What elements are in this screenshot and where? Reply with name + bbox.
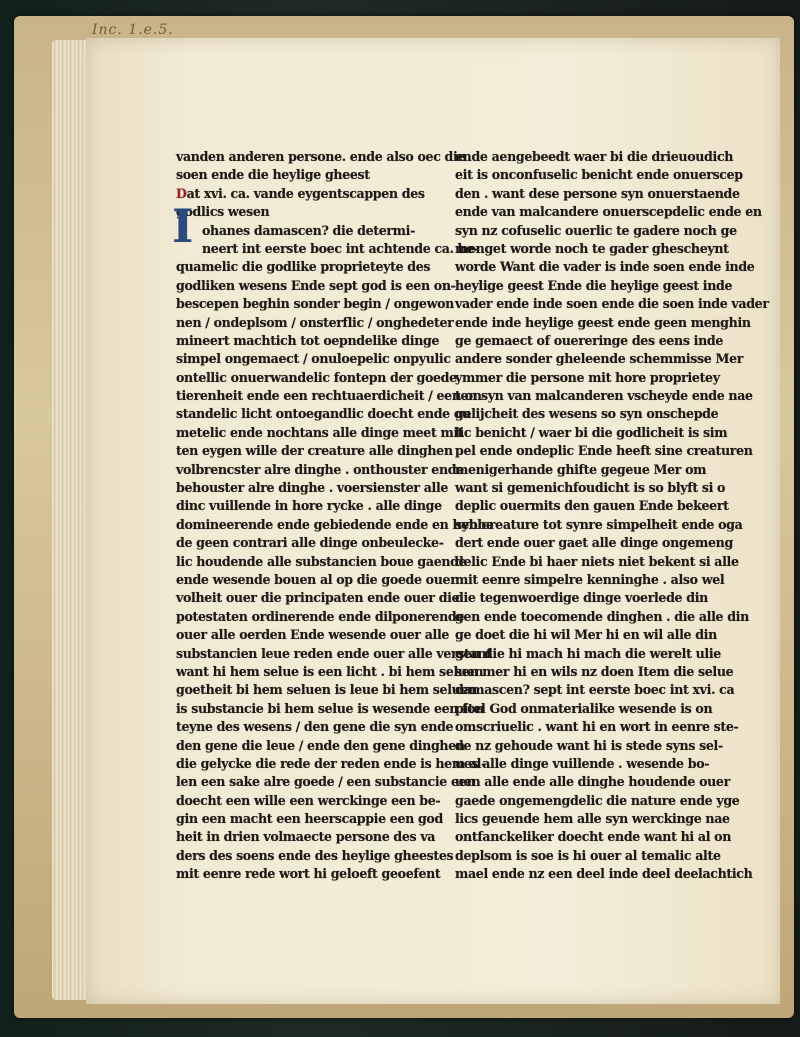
text-line: volheit ouer die principaten ende ouer die [176,590,460,606]
text-line: vader ende inde soen ende die soen inde vader [455,296,769,312]
text-line: behouster alre dinghe . voersienster alle [176,480,449,496]
text-line: syn creature tot synre simpelheit ende oga [455,516,743,532]
text-line: vanden anderen persone. ende also oec die [176,149,466,164]
text-line: ge gemaect of ouereringe des eens inde [455,332,723,348]
text-line: die gelycke die rede der reden ende is hem al- [176,755,486,771]
text-line: bescepen beghin sonder begin / ongewon [176,296,454,312]
text-line: worde Want die vader is inde soen ende inde [455,259,755,275]
text-line: goetheit bi hem seluen is leue bi hem seluen [176,682,477,698]
text-line: dert ende ouer gaet alle dinge ongemeng [455,535,733,551]
text-line: andere sonder gheleende schemmisse Mer [455,351,744,367]
text-line: ende wesende bouen al op die goede ouer [176,571,457,587]
text-line: delic Ende bi haer niets niet bekent si alle [455,553,739,569]
text-line: de geen contrari alle dinge onbeulecke- [176,535,444,551]
text-line: tierenheit ende een rechtuaerdicheit / een on- [176,388,487,404]
text-line: gen die hi mach hi mach die werelt ulie [455,645,721,661]
text-line: quamelic die godlike proprieteyte des [176,259,431,275]
text-line: ontellic onuerwandelic fontepn der goede [176,369,457,385]
text-line: standelic licht ontoegandlic doecht ende ou [176,406,471,422]
text-line: substancien leue reden ende ouer alle verstant [176,645,492,661]
text-line: is substancie bi hem selue is wesende een fon [176,700,485,716]
text-line: ten eygen wille der creature alle dinghen [176,443,453,459]
text-line: simpel ongemaect / onuloepelic onpyulic [176,351,451,367]
decorated-initial: I [172,199,194,253]
text-line: gen ende toecomende dinghen . die alle din [455,608,749,624]
text-line: godlics wesen [176,204,270,220]
text-line: metelic ende nochtans alle dinge meet mit [176,424,464,440]
text-line: menget worde noch te gader ghescheynt [455,240,729,256]
right-column [455,148,769,884]
text-line: damascen? sept int eerste boec int xvi. ca [455,682,735,698]
text-line: deplic ouermits den gauen Ende bekeert [455,498,729,514]
text-line: dinc vuillende in hore rycke . alle dinge [176,498,442,514]
text-line: ymmer die persone mit hore proprietey [455,369,720,385]
text-line: omscriuelic . want hi en wort in eenre ste- [455,719,739,735]
text-line: nen / ondeplsom / onsterflic / onghedeter [176,314,454,330]
text-line: neert int eerste boec int achtende ca. be- [202,240,479,256]
text-line: lic benicht / waer bi die godlicheit is sim [455,424,728,440]
text-line: ten syn van malcanderen vscheyde ende nae [455,388,753,404]
text-line: domineerende ende gebiedende ende en hebbe [176,516,494,532]
text-line: godliken wesens Ende sept god is een on- [176,277,456,293]
text-line: de nz gehoude want hi is stede syns sel- [455,737,723,753]
text-line: den . want dese persone syn onuerstaende [455,185,740,201]
text-line: sen mer hi en wils nz doen Item die selue [455,663,734,679]
text-line: die tegenwoerdige dinge voerlede din [455,590,708,606]
text-line: ontfanckeliker doecht ende want hi al on [455,829,732,845]
text-line: ues alle dinge vuillende . wesende bo- [455,755,710,771]
text-line: pitel God onmaterialike wesende is on [455,700,713,716]
text-line: menigerhande ghifte gegeue Mer om [455,461,707,477]
text-line: want hi hem selue is een licht . bi hem seluen [176,663,484,679]
text-line: heit in drien volmaecte persone des va [176,829,436,845]
text-line: len een sake alre goede / een substancie een [176,774,476,790]
text-line: lics geuende hem alle syn werckinge nae [455,811,730,827]
text-line: eit is onconfuselic benicht ende onuerscep [455,167,743,183]
text-line: ende aengebeedt waer bi die drieuoudich [455,149,734,164]
text-line: heylige geest Ende die heylige geest inde [455,277,733,293]
text-line: Dat xvi. ca. vande eygentscappen des [176,185,425,201]
text-line: deplsom is soe is hi ouer al temalic alte [455,847,721,863]
text-line: pel ende ondeplic Ende heeft sine creaturen [455,443,753,459]
text-line: lic houdende alle substancien boue gaende [176,553,467,569]
text-line: want si gemenichfoudicht is so blyft si o [455,480,726,496]
left-column [172,148,494,884]
shelfmark: Inc. 1.e.5. [92,22,174,38]
text-line: ouer alle oerden Ende wesende ouer alle [176,627,450,643]
text-line: uen alle ende alle dinghe houdende ouer [455,774,730,790]
text-line: mit eenre simpelre kenninghe . also wel [455,571,725,587]
text-line: ders des soens ende des heylige gheestes [176,847,454,863]
text-line: ende inde heylige geest ende geen menghin [455,314,751,330]
text-line: gaede ongemengdelic die nature ende yge [455,792,740,808]
text-line: den gene die leue / ende den gene dinghen [176,737,465,753]
text-line: mit eenre rede wort hi geloeft geoefent [176,866,441,882]
text-line: ende van malcandere onuerscepdelic ende en [455,204,762,220]
text-line: teyne des wesens / den gene die syn ende [176,719,454,735]
text-line: volbrencster alre dinghe . onthouster ende [176,461,464,477]
text-line: ohanes damascen? die determi- [202,222,415,238]
text-line: syn nz cofuselic ouerlic te gadere noch ge [455,222,737,238]
text-line: potestaten ordinerende ende dilponerende [176,608,465,624]
text-line: soen ende die heylige gheest [176,167,370,183]
text-line: ge doet die hi wil Mer hi en wil alle din [455,627,717,643]
text-line: mael ende nz een deel inde deel deelachtich [455,866,753,882]
text-line: gelijcheit des wesens so syn onschepde [455,406,719,422]
text-line: doecht een wille een werckinge een be- [176,792,441,808]
text-line: mineert machtich tot oepndelike dinge [176,332,440,348]
text-line: gin een macht een heerscappie een god [176,811,443,827]
